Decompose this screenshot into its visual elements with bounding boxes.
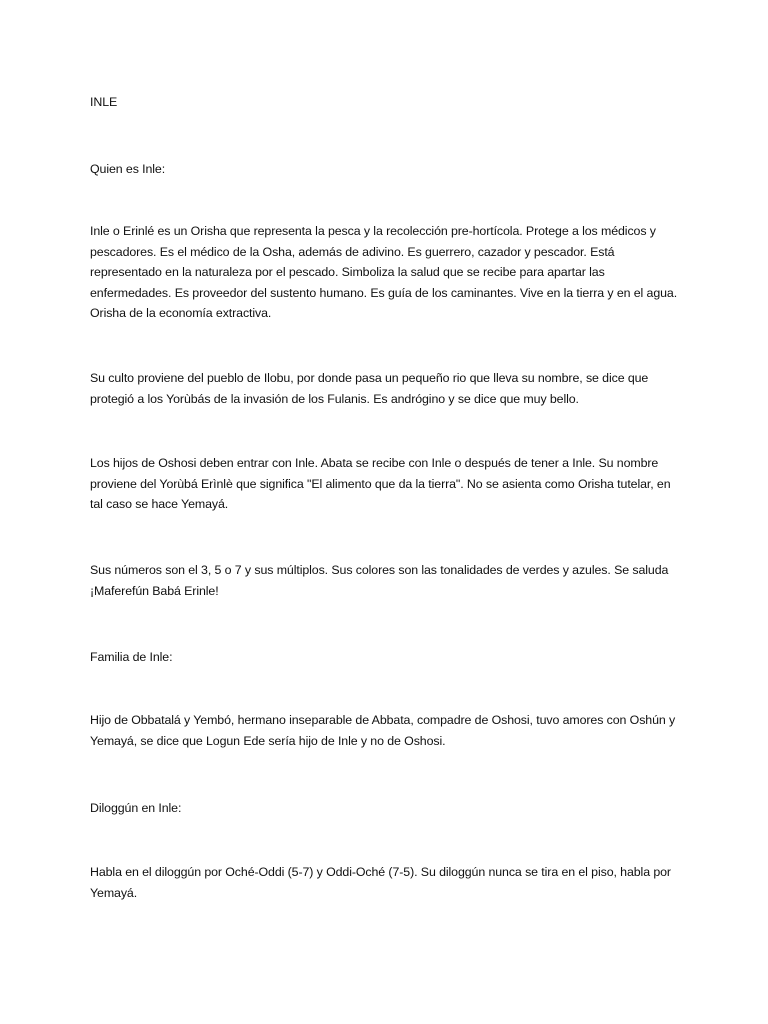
paragraph-description: Inle o Erinlé es un Orisha que representa la pesca y la recolección pre-hortícola. Protege a los médicos y pescadores. Es el médico de la Osha, además de adivino. Es guerrero, cazador y pescador. Está representado en la naturaleza por el pescado. Simboliza la salud que se recibe para apartar las enfermedades. Es proveedor del sustento humano. Es guía de los caminantes. Vive en la tierra y en el agua. Orisha de la economía extractiva.	[90, 224, 678, 320]
heading-familia-de-inle: Familia de Inle:	[90, 650, 173, 664]
heading-quien-es-inle: Quien es Inle:	[90, 162, 166, 176]
paragraph-hijos-de-oshosi: Los hijos de Oshosi deben entrar con Inle. Abata se recibe con Inle o después de tener a Inle. Su nombre proviene del Yorùbá Erìnlè que significa "El alimento que da la tierra". No se asienta como Orisha tutelar, en tal caso se hace Yemayá.	[90, 456, 671, 511]
document-title: INLE	[90, 95, 118, 109]
paragraph-familia: Hijo de Obbatalá y Yembó, hermano inseparable de Abbata, compadre de Oshosi, tuvo amores con Oshún y Yemayá, se dice que Logun Ede sería hijo de Inle y no de Oshosi.	[90, 713, 676, 748]
paragraph-culto: Su culto proviene del pueblo de Ilobu, por donde pasa un pequeño rio que lleva su nombre, se dice que protegió a los Yorùbás de la invasión de los Fulanis. Es andrógino y se dice que muy bello.	[90, 371, 649, 406]
heading-diloggun-en-inle: Diloggún en Inle:	[90, 801, 182, 815]
paragraph-diloggun: Habla en el diloggún por Oché-Oddi (5-7) y Oddi-Oché (7-5). Su diloggún nunca se tira en el piso, habla por Yemayá.	[90, 865, 671, 900]
paragraph-numeros-colores: Sus números son el 3, 5 o 7 y sus múltiplos. Sus colores son las tonalidades de verdes y azules. Se saluda ¡Maferefún Babá Erinle!	[90, 563, 669, 598]
